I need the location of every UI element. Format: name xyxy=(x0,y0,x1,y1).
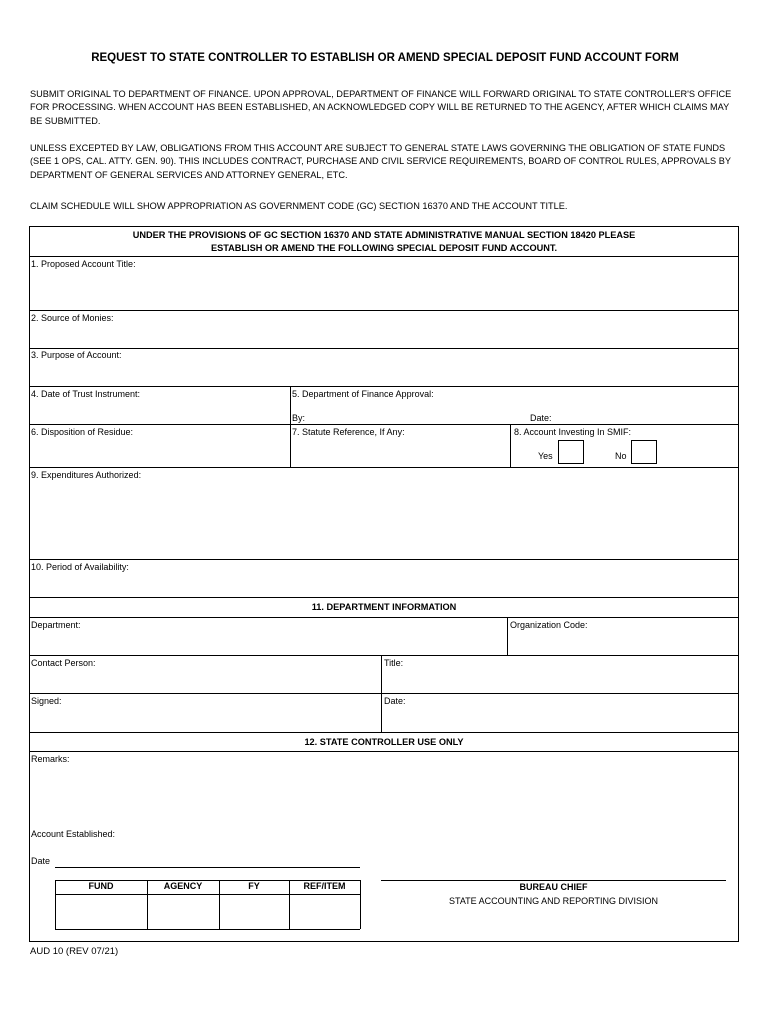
divider xyxy=(29,348,739,349)
form-box xyxy=(29,226,739,942)
smif-yes-checkbox[interactable] xyxy=(558,440,584,464)
divider xyxy=(29,559,739,560)
divider xyxy=(29,386,739,387)
department-info-header: 11. DEPARTMENT INFORMATION xyxy=(311,602,457,612)
instruction-obligations: UNLESS EXCEPTED BY LAW, OBLIGATIONS FROM THIS ACCOUNT ARE SUBJECT TO GENERAL STATE LAWS GOVERNING THE OBLIGATION OF STATE FUNDS (SEE 1 OPS, CAL. ATTY. GEN. 90). THIS INCLUDES CONTRACT, PURCHASE AND CIVIL SERVICE REQUIREMENTS, BOARD OF CONTROL RULES, APPROVALS BY DEPARTMENT OF GENERAL SERVICES AND ATTORNEY GENERAL, ETC. xyxy=(30,143,731,180)
date-of-trust-instrument-label: 4. Date of Trust Instrument: xyxy=(31,389,141,399)
fund-column-header: FUND xyxy=(88,881,114,891)
divider xyxy=(29,655,739,656)
divider xyxy=(507,617,508,655)
divider xyxy=(29,693,739,694)
finance-approval-label: 5. Department of Finance Approval: xyxy=(292,389,434,399)
divider xyxy=(29,597,739,598)
date-underline xyxy=(55,867,360,868)
department-label: Department: xyxy=(31,620,81,630)
signed-date-label: Date: xyxy=(384,696,406,706)
signed-label: Signed: xyxy=(31,696,62,706)
divider xyxy=(29,256,739,257)
table-col-divider xyxy=(360,880,361,929)
form-header-line1: UNDER THE PROVISIONS OF GC SECTION 16370 AND STATE ADMINISTRATIVE MANUAL SECTION 18420 PLEASE xyxy=(132,230,636,240)
disposition-of-residue-label: 6. Disposition of Residue: xyxy=(31,427,134,437)
smif-no-label: No xyxy=(615,451,627,461)
finance-approval-date-label: Date: xyxy=(530,413,552,423)
fy-column-header: FY xyxy=(248,881,260,891)
divider xyxy=(29,310,739,311)
account-date-label: Date xyxy=(31,856,51,866)
form-number: AUD 10 (REV 07/21) xyxy=(30,946,119,957)
instruction-submit: SUBMIT ORIGINAL TO DEPARTMENT OF FINANCE. UPON APPROVAL, DEPARTMENT OF FINANCE WILL FORWARD ORIGINAL TO STATE CONTROLLER'S OFFICE FOR PROCESSING. WHEN ACCOUNT HAS BEEN ESTABLISHED, AN ACKNOWLEDGED COPY WILL BE RETURNED TO THE AGENCY, AFTER WHICH CLAIMS MAY BE SUBMITTED. xyxy=(30,89,732,126)
table-header-line xyxy=(55,894,360,895)
proposed-account-title-label: 1. Proposed Account Title: xyxy=(31,259,136,269)
division-label: STATE ACCOUNTING AND REPORTING DIVISION xyxy=(448,896,659,906)
divider xyxy=(29,424,739,425)
smif-label: 8. Account Investing In SMIF: xyxy=(514,427,632,437)
ref-item-column-header: REF/ITEM xyxy=(303,881,346,891)
expenditures-authorized-label: 9. Expenditures Authorized: xyxy=(31,470,142,480)
smif-yes-label: Yes xyxy=(538,451,553,461)
bureau-chief-signature-line xyxy=(381,880,726,881)
bureau-chief-label: BUREAU CHIEF xyxy=(519,882,588,892)
form-title: REQUEST TO STATE CONTROLLER TO ESTABLISH OR AMEND SPECIAL DEPOSIT FUND ACCOUNT FORM xyxy=(91,52,679,64)
smif-no-checkbox[interactable] xyxy=(631,440,657,464)
divider xyxy=(29,732,739,733)
divider xyxy=(290,386,291,467)
divider xyxy=(510,424,511,467)
form-header-line2: ESTABLISH OR AMEND THE FOLLOWING SPECIAL DEPOSIT FUND ACCOUNT. xyxy=(210,243,558,253)
table-bottom-line xyxy=(55,929,360,930)
finance-approval-by-label: By: xyxy=(292,413,306,423)
period-of-availability-label: 10. Period of Availability: xyxy=(31,562,129,572)
contact-title-label: Title: xyxy=(384,658,404,668)
divider xyxy=(29,467,739,468)
divider xyxy=(381,655,382,732)
organization-code-label: Organization Code: xyxy=(510,620,588,630)
instruction-claim-schedule: CLAIM SCHEDULE WILL SHOW APPROPRIATION AS GOVERNMENT CODE (GC) SECTION 16370 AND THE ACCOUNT TITLE. xyxy=(30,201,568,211)
source-of-monies-label: 2. Source of Monies: xyxy=(31,313,114,323)
purpose-of-account-label: 3. Purpose of Account: xyxy=(31,350,122,360)
agency-column-header: AGENCY xyxy=(163,881,203,891)
statute-reference-label: 7. Statute Reference, If Any: xyxy=(292,427,405,437)
divider xyxy=(29,617,739,618)
divider xyxy=(29,751,739,752)
controller-use-header: 12. STATE CONTROLLER USE ONLY xyxy=(304,737,464,747)
account-established-label: Account Established: xyxy=(31,829,116,839)
contact-person-label: Contact Person: xyxy=(31,658,96,668)
remarks-label: Remarks: xyxy=(31,754,70,764)
